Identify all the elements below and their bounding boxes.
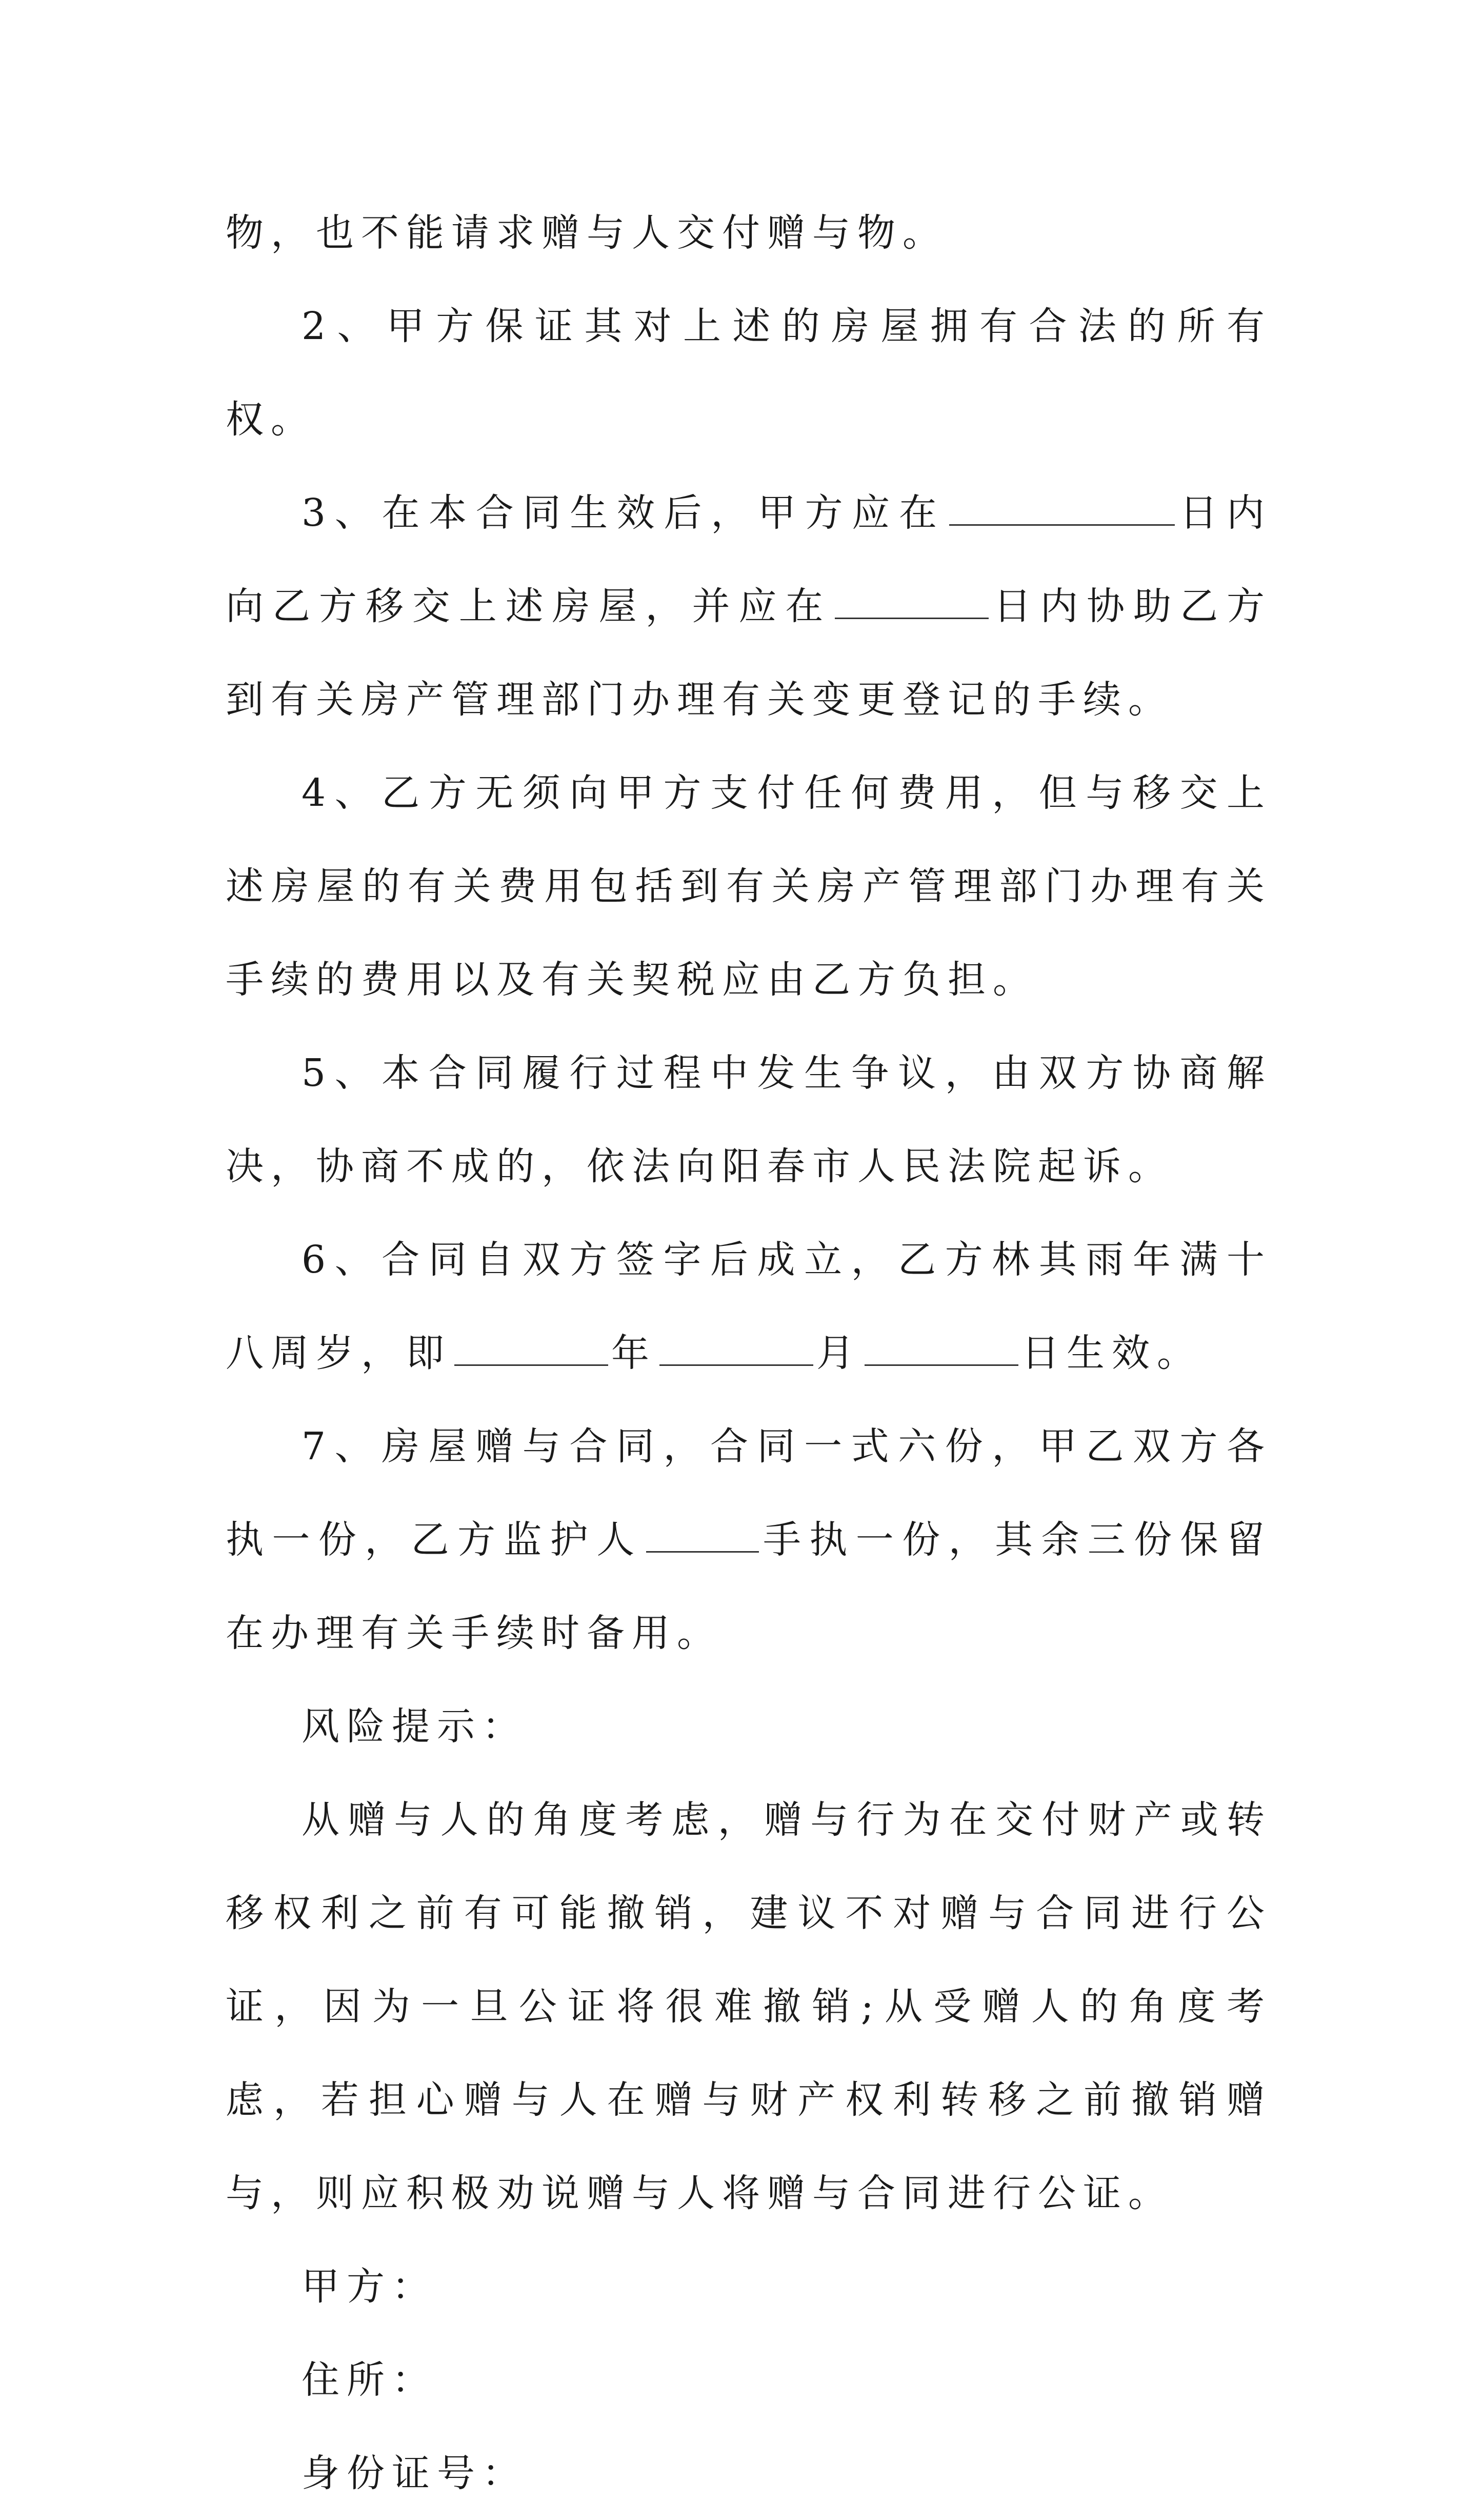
year-label: 年: [611, 1331, 656, 1375]
clause-2: 2、甲方保证其对上述的房屋拥有合法的所有权。: [226, 304, 1272, 442]
clause-7: [226, 1400, 1272, 1680]
document-body: [226, 186, 1272, 2520]
days-to-register-blank: [835, 587, 989, 619]
month-blank: [659, 1334, 813, 1366]
guardian-name-blank: [646, 1520, 759, 1553]
clause-6-text-2: 日生效。: [1021, 1331, 1202, 1375]
clause-6: [226, 1213, 1272, 1400]
risk-body: 从赠与人的角度考虑，赠与行为在交付财产或转移权利之前有可能撤销，建议不对赠与合同进行公证，因为一旦公证将很难撤销;从受赠人的角度考虑，若担心赠与人在赠与财产权利转移之前撤销赠与，则应积极劝说赠与人将赠与合同进行公证。: [226, 1798, 1272, 2215]
clause-3-text-3: 日内协助乙方到有关房产管理部门办理有关变更登记的手续。: [226, 584, 1272, 722]
clause-6-text-1: 6、合同自双方签字后成立，乙方林其雨年满十八周岁，即: [226, 1238, 1272, 1375]
clause-7-text-2: 手执一份，其余三份保留在办理有关手续时备用。: [226, 1518, 1272, 1655]
clause-4: 4、乙方无须向甲方支付任何费用，但与移交上述房屋的有关费用包括到有关房产管理部门办理有关手续的费用以及有关契税应由乙方负担。: [226, 771, 1272, 1002]
id-number-label: 身份证号：: [302, 2451, 527, 2495]
party-a-label: 甲方：: [302, 2265, 437, 2309]
clause-3: [226, 466, 1272, 746]
clause-7-text-1: 7、房屋赠与合同，合同一式六份，甲乙双方各执一份，乙方监护人: [226, 1424, 1272, 1562]
clause-3-text-2: 日内向乙方移交上述房屋，并应在: [226, 491, 1272, 628]
month-label: 月: [816, 1331, 861, 1375]
continuation-paragraph: 物，也不能请求赠与人交付赠与物。: [226, 211, 948, 255]
risk-title: 风险提示：: [302, 1704, 527, 1749]
year-blank: [454, 1334, 608, 1366]
day-blank: [865, 1334, 1018, 1366]
address-label: 住所：: [302, 2358, 437, 2402]
clause-5: 5、本合同履行过程中发生争议，由双方协商解决，协商不成的，依法向阳春市人民法院起诉。: [226, 1051, 1272, 1188]
days-to-hand-over-blank: [949, 493, 1175, 526]
clause-3-text-1: 3、在本合同生效后，甲方应在: [302, 491, 946, 535]
